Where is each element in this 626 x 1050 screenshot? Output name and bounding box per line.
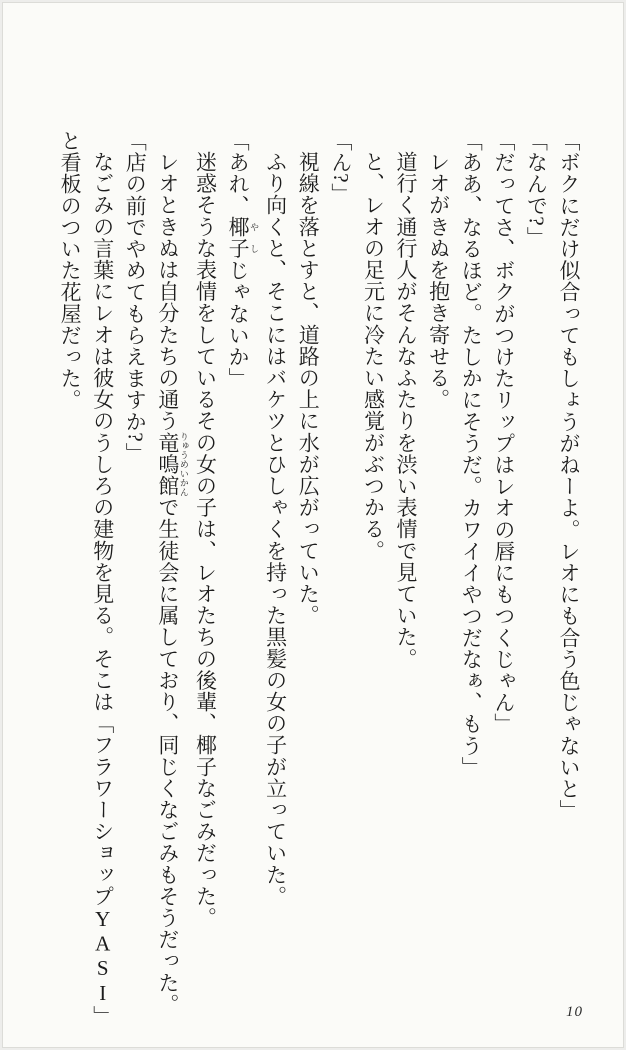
text-line: 「ボクにだけ似合ってもしょうがねーよ。レオにも合う色じゃないと」 (557, 130, 581, 822)
text-line: 「ああ、なるほど。たしかにそうだ。カワイイやつだなぁ、もう」 (459, 130, 484, 778)
text-line: レオときぬは自分たちの通う竜鳴館 りゅうめいかんで生徒会に属しており、同じくなごみもそうだった。 (155, 151, 189, 1016)
text-line: 「あれ、椰子 やしじゃないか」 (226, 130, 260, 390)
latin-upright-text: YASI (90, 907, 115, 1006)
page-text-block (45, 130, 585, 1024)
text-line: 道行く通行人がそんなふたりを渋い表情で見ていた。 (394, 151, 419, 670)
text-line: 「なんで?」 (524, 130, 549, 248)
text-line: 「だってさ、ボクがつけたリップはレオの唇にもつくじゃん」 (491, 130, 516, 735)
text-line: 迷惑そうな表情をしているその女の子は、レオたちの後輩、椰子なごみだった。 (193, 151, 218, 929)
text-line: レオがきぬを抱き寄せる。 (426, 151, 451, 411)
text-line: なごみの言葉にレオは彼女のうしろの建物を見る。そこは「フラワーショップYASI」と看板のついた花屋だった。 (58, 130, 115, 1017)
text-line: と、レオの足元に冷たい感覚がぶつかる。 (361, 151, 386, 562)
text-line: ふり向くと、そこにはバケツとひしゃくを持った黒髪の女の子が立っていた。 (263, 151, 288, 907)
text-line: 「店の前でやめてもらえますか?」 (123, 130, 148, 464)
text-line: 「ん?」 (328, 130, 353, 205)
book-page (2, 2, 624, 1048)
ruby-annotated-word: 椰子 やし (226, 216, 260, 260)
text-line: 視線を落とすと、道路の上に水が広がっていた。 (296, 151, 321, 627)
ruby-annotated-word: 竜鳴館 りゅうめいかん (155, 431, 189, 497)
page-number: 10 (566, 1004, 583, 1020)
